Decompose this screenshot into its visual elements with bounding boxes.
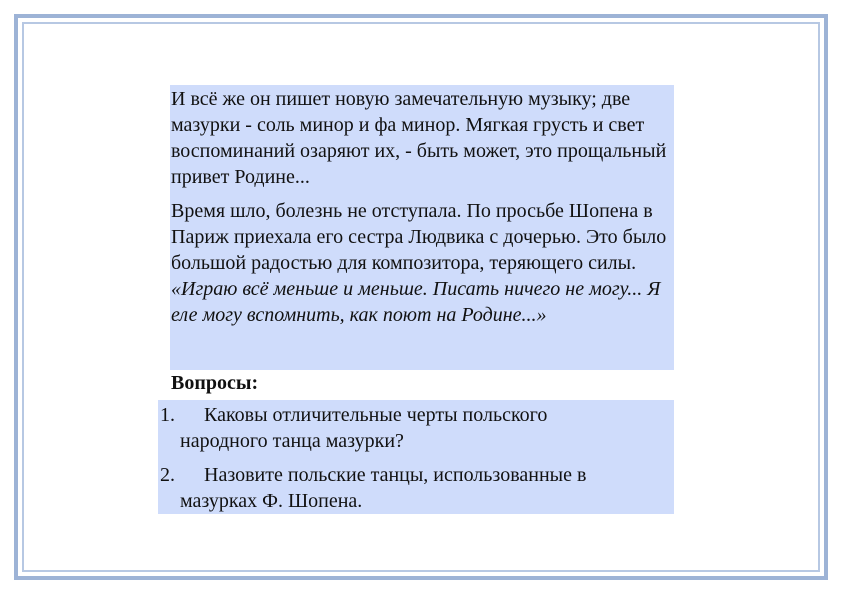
question-continuation: народного танца мазурки? — [180, 430, 404, 452]
questions-heading: Вопросы: — [171, 372, 259, 394]
question-number: 1. — [160, 404, 175, 426]
paragraph-mazurkas: И всё же он пишет новую замечательную музыку; две мазурки - соль минор и фа минор. Мягкая грусть и свет воспоминаний озаряют их, - быть может, это прощальный привет Родине... — [171, 88, 667, 188]
question-line — [160, 462, 670, 488]
question-text: Каковы отличительные черты польского — [204, 404, 548, 426]
question-line — [160, 402, 670, 428]
question-text: Назовите польские танцы, использованные в — [204, 464, 587, 486]
question-item — [160, 402, 670, 454]
question-item — [160, 462, 670, 514]
paragraph-illness-text: Время шло, болезнь не отступала. По просьбе Шопена в Париж приехала его сестра Людвика с дочерью. Это было большой радостью для композитора, теряющего силы. — [171, 200, 667, 274]
chopin-quote: «Играю всё меньше и меньше. Писать ничего не могу... Я еле могу вспомнить, как поют на Родине...» — [171, 278, 661, 326]
question-number: 2. — [160, 464, 175, 486]
paragraph-illness — [171, 198, 681, 328]
question-continuation: мазурках Ф. Шопена. — [180, 490, 363, 512]
